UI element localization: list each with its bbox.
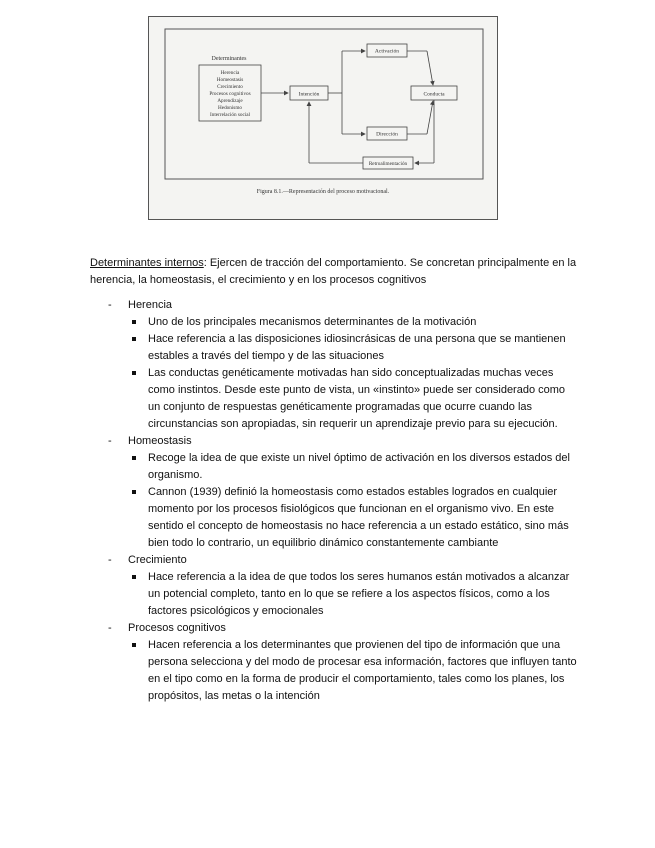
square-bullet-icon	[132, 490, 136, 494]
section-title: Procesos cognitivos	[128, 622, 226, 634]
square-bullet-icon	[132, 643, 136, 647]
list-item	[128, 569, 580, 620]
intro-term: Determinantes internos	[90, 257, 204, 269]
section-homeostasis	[90, 433, 580, 552]
list-item	[128, 331, 580, 365]
determinants-outline	[90, 297, 580, 705]
section-title: Homeostasis	[128, 435, 192, 447]
arrow-to-conducta	[427, 101, 433, 134]
intencion-label: Intención	[298, 91, 320, 98]
dash-bullet: -	[108, 554, 112, 566]
list-item-text: Recoge la idea de que existe un nivel óptimo de activación en los diversos estados del organismo.	[148, 452, 570, 481]
intro-paragraph	[90, 255, 580, 289]
diagram-border	[165, 29, 483, 179]
intro-text: : Ejercen de tracción del comportamiento. Se concretan principalmente en la herencia, la homeostasis, el crecimiento y en los procesos cognitivos	[90, 257, 577, 286]
section-herencia	[90, 297, 580, 433]
determinant-item: Crecimiento	[217, 84, 243, 90]
square-bullet-icon	[132, 371, 136, 375]
dash-bullet: -	[108, 299, 112, 311]
dash-bullet: -	[108, 435, 112, 447]
determinant-item: Aprendizaje	[217, 98, 243, 104]
square-bullet-icon	[132, 320, 136, 324]
list-item-text: Hacen referencia a los determinantes que provienen del tipo de información que una persona selecciona y del modo de procesar esa información, factores que influyen tanto en el tipo como en la forma de producir el comportamiento, tales como los planes, los propósitos, las metas o la intención	[148, 639, 577, 702]
section-title: Crecimiento	[128, 554, 187, 566]
direccion-label: Dirección	[376, 131, 398, 138]
retroalimentacion-label: Retroalimentación	[368, 161, 408, 167]
dash-bullet: -	[108, 622, 112, 634]
section-crecimiento	[90, 552, 580, 620]
determinant-item: Procesos cognitivos	[209, 91, 251, 97]
list-item-text: Hace referencia a las disposiciones idiosincrásicas de una persona que se mantienen estables a través del tiempo y de las situaciones	[148, 333, 566, 362]
activacion-label: Activación	[374, 48, 400, 55]
figure-caption: Figura 8.1.—Representación del proceso motivacional.	[256, 189, 390, 195]
section-procesos-cognitivos	[90, 620, 580, 705]
arrow-to-conducta	[427, 51, 433, 85]
list-item	[128, 484, 580, 552]
list-item	[128, 314, 580, 331]
determinant-item: Interrelación social	[210, 112, 250, 118]
conducta-label: Conducta	[423, 91, 445, 98]
section-title: Herencia	[128, 299, 173, 311]
list-item-text: Cannon (1939) definió la homeostasis como estados estables logrados en cualquier momento por los procesos fisiológicos que funcionan en el organismo vivo. En este sentido el concepto de homeostasis no hace referencia a un estado estático, sino más bien todo lo contrario, un equilibrio dinámico constantemente cambiante	[148, 486, 569, 549]
list-item-text: Las conductas genéticamente motivadas han sido conceptualizadas muchas veces como instintos. Desde este punto de vista, un «instinto» puede ser considerado como un conjunto de respuestas genéticamente programadas que ocurre cuando las circunstancias son apropiadas, sin requerir un aprendizaje previo para su ejecución.	[148, 367, 566, 430]
determinants-title: Determinantes	[211, 56, 247, 62]
list-item-text: Uno de los principales mecanismos determinantes de la motivación	[148, 316, 477, 328]
list-item	[128, 365, 580, 433]
motivation-figure	[148, 16, 498, 220]
list-item	[128, 450, 580, 484]
determinant-item: Herencia	[220, 70, 240, 76]
square-bullet-icon	[132, 456, 136, 460]
determinant-item: Homeostasis	[216, 77, 244, 83]
square-bullet-icon	[132, 337, 136, 341]
list-item-text: Hace referencia a la idea de que todos los seres humanos están motivados a alcanzar un potencial completo, tanto en lo que se refiere a los aspectos físicos, como a los factores psicológicos y emocionales	[148, 571, 570, 617]
determinant-item: Hedonismo	[218, 105, 242, 111]
square-bullet-icon	[132, 575, 136, 579]
list-item	[128, 637, 580, 705]
